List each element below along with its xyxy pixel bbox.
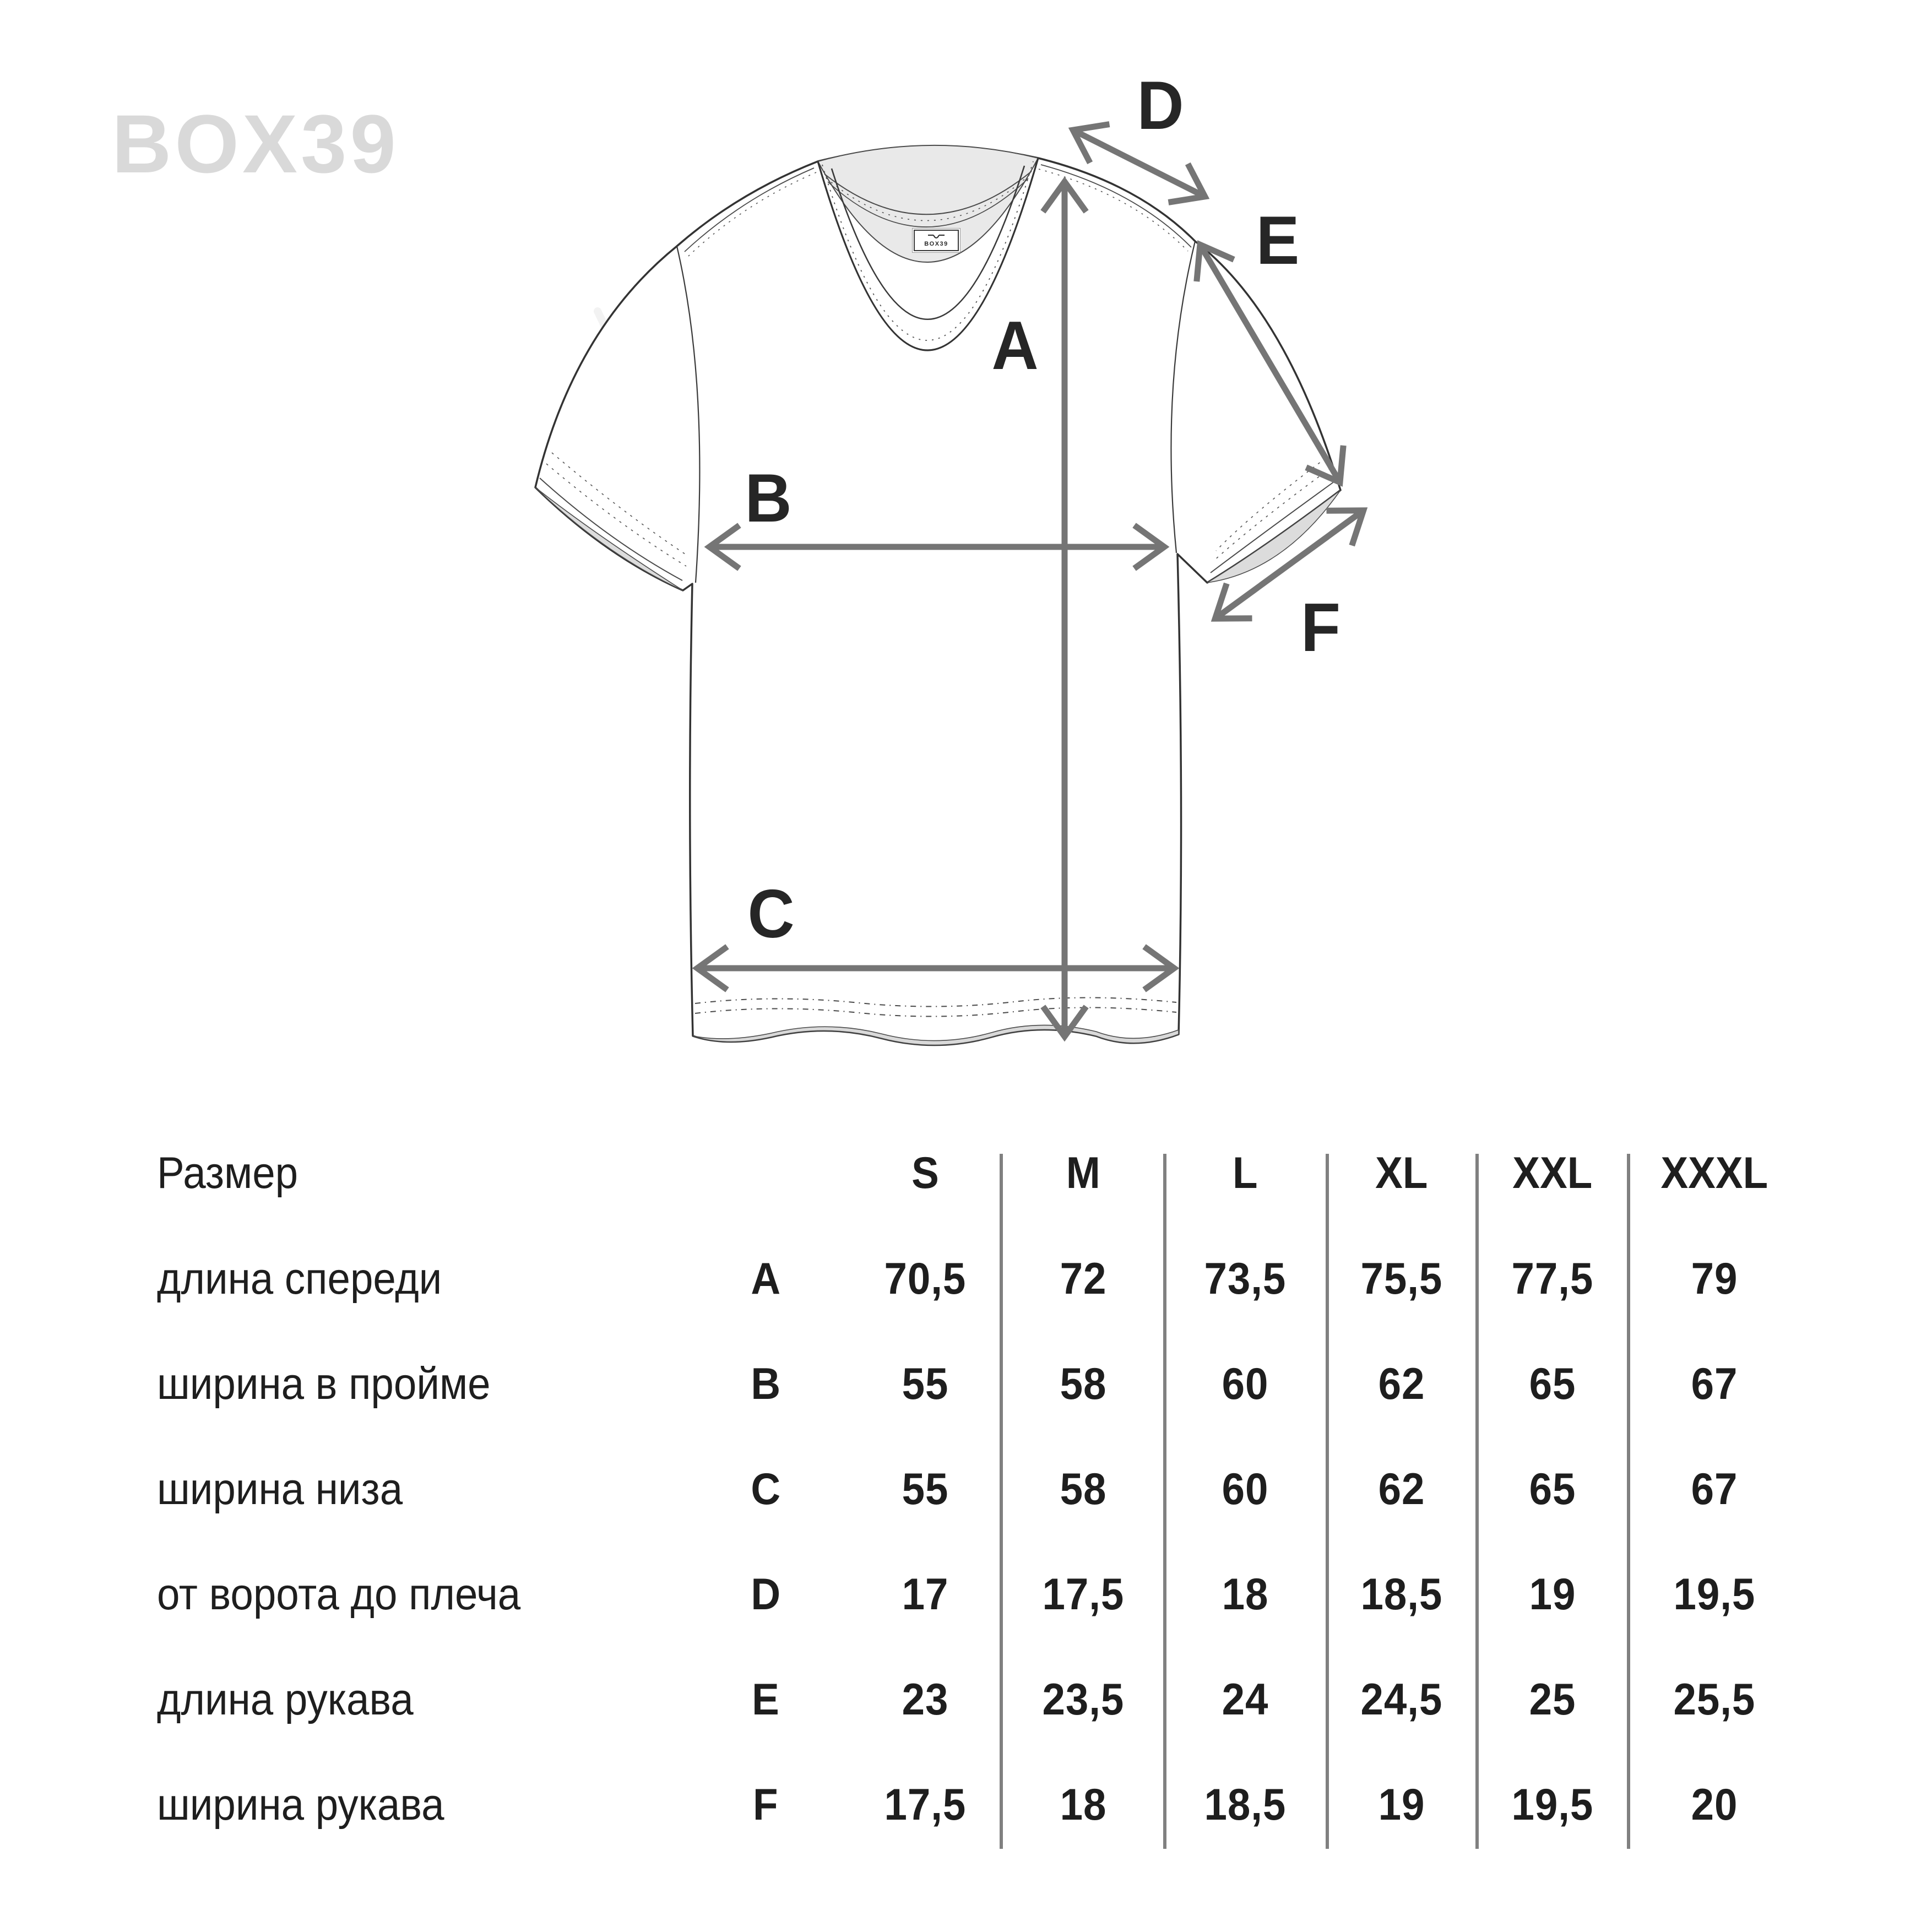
value-cell: 19	[1529, 1569, 1576, 1619]
value-cell: 67	[1691, 1359, 1738, 1409]
value-cell: 17	[902, 1569, 949, 1619]
table-row-e	[157, 1669, 1801, 1730]
row-label: длина спереди	[157, 1253, 442, 1304]
value-cell: 17,5	[1042, 1569, 1125, 1619]
row-letter: A	[751, 1253, 780, 1304]
row-label: ширина рукава	[157, 1779, 444, 1830]
row-label: длина рукава	[157, 1674, 414, 1724]
row-label: ширина в пройме	[157, 1359, 491, 1409]
row-letter: D	[751, 1569, 780, 1619]
size-col-l: L	[1233, 1148, 1258, 1198]
value-cell: 25	[1529, 1674, 1576, 1724]
value-cell: 60	[1222, 1464, 1269, 1514]
value-cell: 77,5	[1511, 1253, 1594, 1304]
value-cell: 17,5	[884, 1779, 967, 1830]
table-row-b	[157, 1354, 1801, 1414]
value-cell: 18	[1222, 1569, 1269, 1619]
value-cell: 20	[1691, 1779, 1738, 1830]
table-row-f	[157, 1774, 1801, 1835]
value-cell: 23	[902, 1674, 949, 1724]
value-cell: 58	[1060, 1359, 1107, 1409]
value-cell: 62	[1378, 1359, 1425, 1409]
value-cell: 67	[1691, 1464, 1738, 1514]
value-cell: 65	[1529, 1359, 1576, 1409]
value-cell: 58	[1060, 1464, 1107, 1514]
value-cell: 73,5	[1204, 1253, 1287, 1304]
measure-label-d: D	[1137, 68, 1184, 144]
size-col-xxxl: XXXL	[1660, 1148, 1768, 1198]
table-row-c	[157, 1459, 1801, 1519]
table-header-row	[157, 1143, 1801, 1203]
value-cell: 65	[1529, 1464, 1576, 1514]
value-cell: 18	[1060, 1779, 1107, 1830]
brand-tag-logo-icon	[927, 234, 946, 241]
size-col-s: S	[911, 1148, 939, 1198]
table-row-d	[157, 1564, 1801, 1625]
brand-watermark: BOX39	[112, 97, 399, 190]
value-cell: 19	[1378, 1779, 1425, 1830]
value-cell: 62	[1378, 1464, 1425, 1514]
value-cell: 19,5	[1511, 1779, 1594, 1830]
row-letter: F	[753, 1779, 778, 1830]
collar-tag	[912, 228, 960, 253]
value-cell: 75,5	[1360, 1253, 1443, 1304]
row-label: ширина низа	[157, 1464, 403, 1514]
measure-label-e: E	[1256, 203, 1300, 279]
value-cell: 25,5	[1673, 1674, 1756, 1724]
row-label: от ворота до плеча	[157, 1569, 521, 1619]
row-letter: C	[751, 1464, 780, 1514]
value-cell: 55	[902, 1359, 949, 1409]
size-col-xl: XL	[1375, 1148, 1428, 1198]
value-cell: 23,5	[1042, 1674, 1125, 1724]
table-header-size-label: Размер	[157, 1148, 299, 1198]
value-cell: 24,5	[1360, 1674, 1443, 1724]
value-cell: 79	[1691, 1253, 1738, 1304]
value-cell: 18,5	[1204, 1779, 1287, 1830]
measure-label-b: B	[745, 460, 792, 536]
value-cell: 70,5	[884, 1253, 967, 1304]
value-cell: 55	[902, 1464, 949, 1514]
measure-label-a: A	[991, 308, 1039, 384]
collar-tag-text: BOX39	[924, 241, 948, 247]
value-cell: 72	[1060, 1253, 1107, 1304]
value-cell: 18,5	[1360, 1569, 1443, 1619]
measure-label-c: C	[747, 876, 795, 952]
row-letter: B	[751, 1359, 780, 1409]
value-cell: 19,5	[1673, 1569, 1756, 1619]
table-row-a	[157, 1249, 1801, 1309]
row-letter: E	[752, 1674, 779, 1724]
size-col-m: M	[1066, 1148, 1101, 1198]
value-cell: 24	[1222, 1674, 1269, 1724]
collar-tag-frame	[914, 230, 959, 251]
measure-label-f: F	[1301, 590, 1341, 666]
value-cell: 60	[1222, 1359, 1269, 1409]
size-col-xxl: XXL	[1512, 1148, 1593, 1198]
